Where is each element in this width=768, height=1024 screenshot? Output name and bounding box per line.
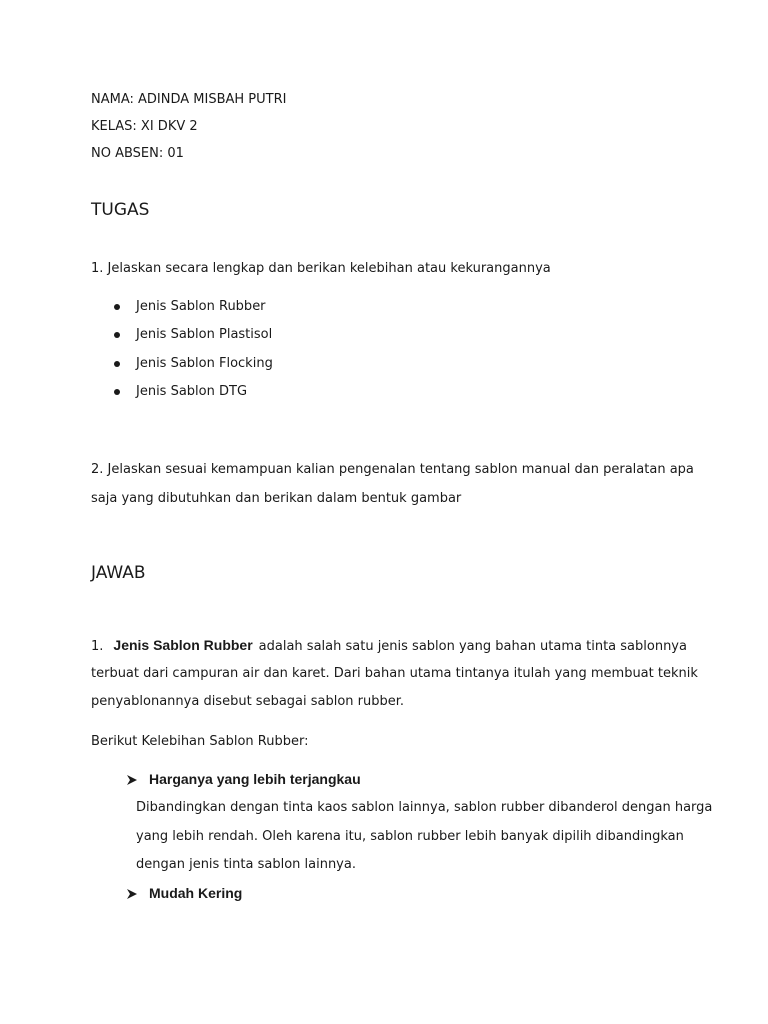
question-2-line-1: 2. Jelaskan sesuai kemampuan kalian pengenalan tentang sablon manual dan peralatan apa [91, 462, 694, 477]
list-item: Jenis Sablon Flocking [136, 356, 273, 371]
point-1-line-3: dengan jenis tinta sablon lainnya. [136, 857, 356, 872]
list-item: Jenis Sablon Rubber [136, 299, 266, 314]
bullet-icon [114, 304, 120, 310]
bullet-icon [114, 361, 120, 367]
point-1-line-1: Dibandingkan dengan tinta kaos sablon lainnya, sablon rubber dibanderol dengan harga [136, 800, 713, 815]
jawab-heading: JAWAB [91, 563, 146, 583]
answer-1-line-3: penyablonannya disebut sebagai sablon rubber. [91, 694, 405, 709]
point-2-title: Mudah Kering [149, 885, 243, 901]
answer-1-line-1-rest: adalah salah satu jenis sablon yang bahan utama tinta sablonnya [258, 639, 687, 654]
student-name: NAMA: ADINDA MISBAH PUTRI [91, 92, 287, 107]
question-2-line-2: saja yang dibutuhkan dan berikan dalam bentuk gambar [91, 491, 462, 506]
bullet-icon [114, 332, 120, 338]
student-class: KELAS: XI DKV 2 [91, 119, 198, 134]
point-1-title: Harganya yang lebih terjangkau [149, 771, 361, 787]
answer-term: Jenis Sablon Rubber [113, 637, 253, 653]
list-item: Jenis Sablon Plastisol [136, 327, 273, 342]
point-1-line-2: yang lebih rendah. Oleh karena itu, sablon rubber lebih banyak dipilih dibandingkan [136, 829, 684, 844]
answer-1-line-2: terbuat dari campuran air dan karet. Dari bahan utama tintanya itulah yang membuat teknik [91, 666, 698, 681]
kelebihan-intro: Berikut Kelebihan Sablon Rubber: [91, 734, 309, 749]
bullet-icon [114, 389, 120, 395]
answer-number: 1. [91, 639, 104, 654]
student-absence-number: NO ABSEN: 01 [91, 146, 184, 161]
answer-1-line-1 [91, 637, 687, 654]
question-1: 1. Jelaskan secara lengkap dan berikan kelebihan atau kekurangannya [91, 261, 551, 276]
tugas-heading: TUGAS [91, 200, 150, 220]
list-item: Jenis Sablon DTG [136, 384, 248, 399]
arrowhead-bullet-icon [126, 888, 138, 900]
arrowhead-bullet-icon [126, 774, 138, 786]
